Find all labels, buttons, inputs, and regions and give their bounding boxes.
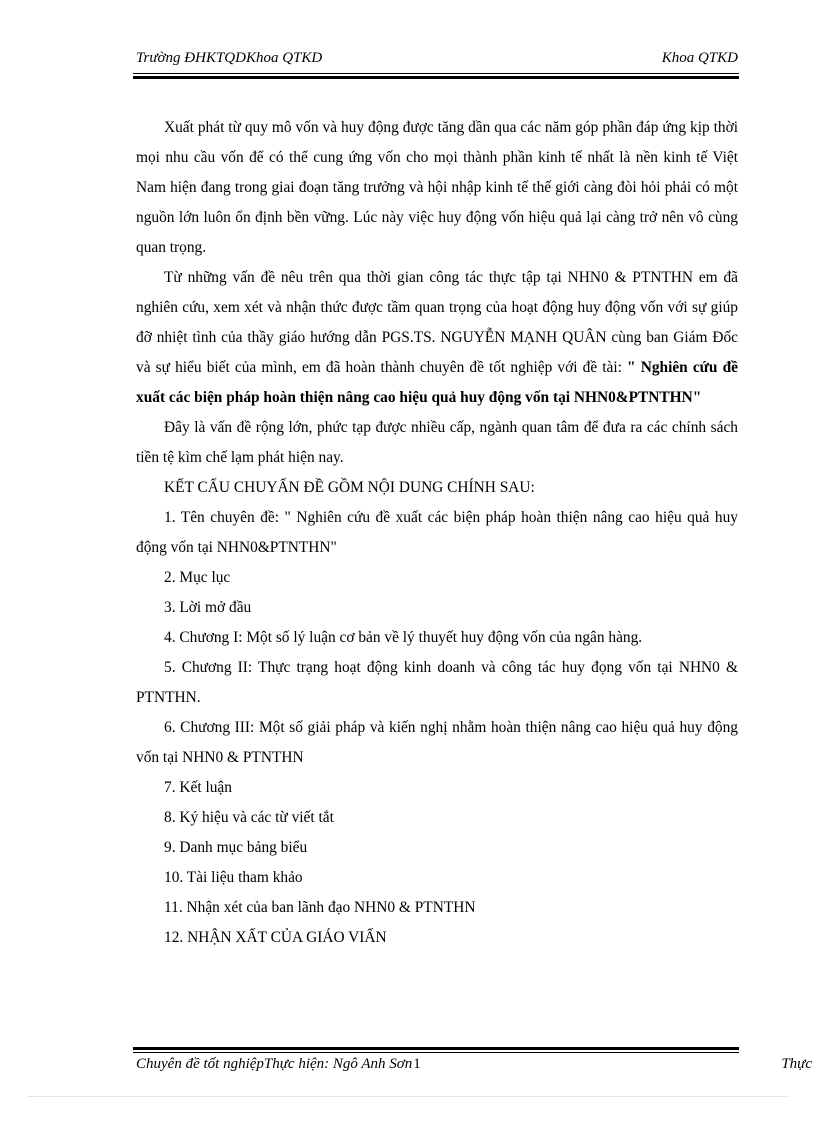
page-edge-divider: [28, 1096, 788, 1097]
list-item: 4. Chương I: Một số lý luận cơ bản về lý thuyết huy động vốn của ngân hàng.: [164, 629, 643, 646]
footer-rule-thick: [133, 1047, 739, 1050]
list-item: 7. Kết luận: [164, 779, 232, 796]
list-item: 10. Tài liệu tham khảo: [164, 869, 303, 886]
paragraph-3: Đây là vấn đề rộng lớn, phức tạp được nhiều cấp, ngành quan tâm để đưa ra các chính sách tiền tệ kìm chế lạm phát hiện nay.: [136, 419, 738, 466]
list-item: 1. Tên chuyên đề: " Nghiên cứu đề xuất các biện pháp hoàn thiện nâng cao hiệu quả huy động vốn tại NHN0&PTNTHN": [136, 509, 738, 556]
list-item: 5. Chương II: Thực trạng hoạt động kinh doanh và công tác huy đọng vốn tại NHN0 & PTNTHN.: [136, 659, 738, 706]
header-rule-thick: [133, 76, 739, 79]
paragraph-1: Xuất phát từ quy mô vốn và huy động được tăng dần qua các năm góp phần đáp ứng kịp thời mọi nhu cầu vốn để có thể cung ứng vốn cho mọi thành phần kinh tế nhất là nền kinh tế Việt Nam hiện đang trong giai đoạn tăng trưởng và hội nhập kinh tế thế giới càng đòi hỏi phải có một nguồn lớn luôn ổn định bền vững. Lúc này việc huy động vốn hiệu quả lại càng trở nên vô cùng quan trọng.: [136, 119, 738, 256]
page-footer: [133, 1056, 816, 1078]
document-body: [136, 113, 738, 953]
list-item: 11. Nhận xét của ban lãnh đạo NHN0 & PTNTHN: [164, 899, 476, 916]
footer-right-text: Thực: [781, 1056, 812, 1072]
header-rule: [133, 73, 739, 74]
footer-author-text: Chuyên đề tốt nghiệpThực hiện: Ngô Anh Sơn: [136, 1056, 413, 1072]
list-item: 6. Chương III: Một số giải pháp và kiến nghị nhằm hoàn thiện nâng cao hiệu quả huy động vốn tại NHN0 & PTNTHN: [136, 719, 738, 766]
list-item: 12. NHẬN XẤT CỦA GIÁO VIẤN: [164, 929, 387, 946]
list-item: 3. Lời mở đầu: [164, 599, 252, 616]
list-item: 8. Ký hiệu và các từ viết tắt: [164, 809, 334, 826]
paragraph-2-text: Từ những vấn đề nêu trên qua thời gian công tác thực tập tại NHN0 & PTNTHN em đã nghiên cứu, xem xét và nhận thức được tầm quan trọng của hoạt động huy động vốn với sự giúp đỡ nhiệt tình của thầy giáo hướng dẫn PGS.TS. NGUYỄN MẠNH QUÂN cùng ban Giám Đốc và sự hiểu biết của mình, em đã hoàn thành chuyên đề tốt nghiệp với đề tài:: [136, 269, 738, 376]
list-item: 2. Mục lục: [164, 569, 231, 586]
thesis-title: " Nghiên cứu đề xuất các biện pháp hoàn thiện nâng cao hiệu quả huy động vốn tại NHN0&PTNTHN": [136, 359, 738, 406]
paragraph-2: [136, 263, 738, 413]
page-header: [133, 48, 739, 70]
footer-author: [136, 1056, 421, 1073]
header-school: Trường ĐHKTQDKhoa QTKD: [136, 50, 323, 66]
page-number: 1: [413, 1056, 421, 1072]
footer-rule: [133, 1052, 739, 1053]
list-item: 9. Danh mục bảng biểu: [164, 839, 308, 856]
header-faculty: Khoa QTKD: [661, 50, 738, 66]
structure-heading: KẾT CẤU CHUYẤN ĐỀ GỒM NỘI DUNG CHÍNH SAU:: [164, 479, 535, 496]
